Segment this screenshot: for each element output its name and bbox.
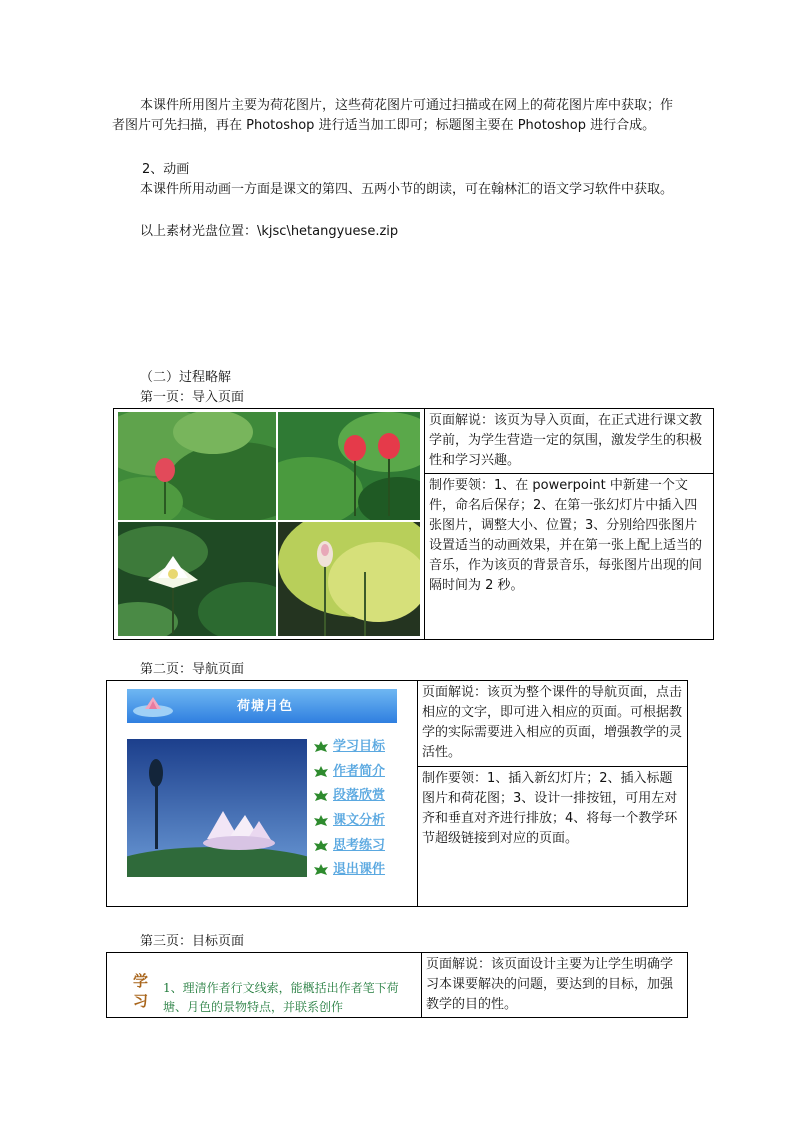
nav-link-paragraphs[interactable] [313,784,413,809]
intro-heading-animation: 2、动画 [142,162,190,177]
lotus-nav-photo [127,739,307,877]
nav-link-label: 段落欣赏 [333,788,386,804]
nav-link-exercises[interactable] [313,833,413,858]
page1-label: 第一页：导入页面 [140,390,245,405]
page3-table [106,952,688,1018]
page2-explain: 页面解说：该页为整个课件的导航页面，点击相应的文字，即可进入相应的页面。可根据教学的实际需要进入相应的页面，增强教学的灵活性。 [418,681,688,767]
process-title: （二）过程略解 [140,370,232,385]
goal-char-1: 学 [133,972,149,990]
nav-page-screenshot [127,689,417,885]
lotus-photo-4 [278,522,420,636]
page3-image-cell [107,953,422,1018]
material-location: 以上素材光盘位置：\kjsc\hetangyuese.zip [140,224,399,239]
leaf-icon [313,765,329,779]
lotus-photo-grid [118,412,420,636]
nav-link-label: 退出课件 [333,862,386,878]
nav-link-exit[interactable] [313,858,413,883]
leaf-icon [313,789,329,803]
goal-page-screenshot [111,953,417,1015]
lotus-photo-3 [118,522,276,636]
page2-make: 制作要领：1、插入新幻灯片；2、插入标题图片和荷花图；3、设计一排按钮，可用左对齐和垂直对齐进行排放；4、将每一个教学环节超级链接到对应的页面。 [418,767,688,907]
page2-image-cell [107,681,418,907]
leaf-icon [313,839,329,853]
page1-explain: 页面解说：该页为导入页面，在正式进行课文教学前，为学生营造一定的氛围，激发学生的积极性和学习兴趣。 [425,409,714,474]
leaf-icon [313,863,329,877]
page1-make: 制作要领：1、在 powerpoint 中新建一个文件，命名后保存；2、在第一张幻灯片中插入四张图片，调整大小、位置；3、分别给四张图片设置适当的动画效果，并在第一张上配上适当的音乐，作为该页的背景音乐，每张图片出现的间隔时间为 2 秒。 [425,474,714,640]
leaf-icon [313,814,329,828]
lotus-photo-1 [118,412,276,520]
nav-link-label: 学习目标 [333,739,386,755]
page2-label: 第二页：导航页面 [140,662,245,677]
nav-title-bar [127,689,397,723]
page1-table [113,408,714,640]
nav-link-analysis[interactable] [313,809,413,834]
nav-link-label: 课文分析 [333,813,386,829]
intro-paragraph-2: 本课件所用动画一方面是课文的第四、五两小节的朗读，可在翰林汇的语文学习软件中获取。 [140,182,674,197]
page3-explain: 页面解说：该页面设计主要为让学生明确学习本课要解决的问题，要达到的目标，加强教学的目的性。 [422,953,688,1018]
lotus-photo-2 [278,412,420,520]
lotus-logo-icon [131,693,187,719]
nav-link-author[interactable] [313,760,413,785]
goal-char-2: 习 [133,992,149,1010]
goal-text: 1、理清作者行文线索，能概括出作者笔下荷塘、月色的景物特点，并联系创作 [163,981,399,1014]
page1-image-cell [114,409,425,640]
nav-link-list [313,735,413,883]
nav-link-goals[interactable] [313,735,413,760]
nav-title: 荷塘月色 [237,699,294,714]
nav-link-label: 思考练习 [333,837,386,853]
intro-paragraph-1: 本课件所用图片主要为荷花图片，这些荷花图片可通过扫描或在网上的荷花图片库中获取；作者图片可先扫描，再在 Photoshop 进行适当加工即可；标题图主要在 Photoshop 进行合成。 [112,98,674,133]
nav-link-label: 作者简介 [333,763,386,779]
page2-table [106,680,688,907]
page3-label: 第三页：目标页面 [140,934,245,949]
leaf-icon [313,740,329,754]
